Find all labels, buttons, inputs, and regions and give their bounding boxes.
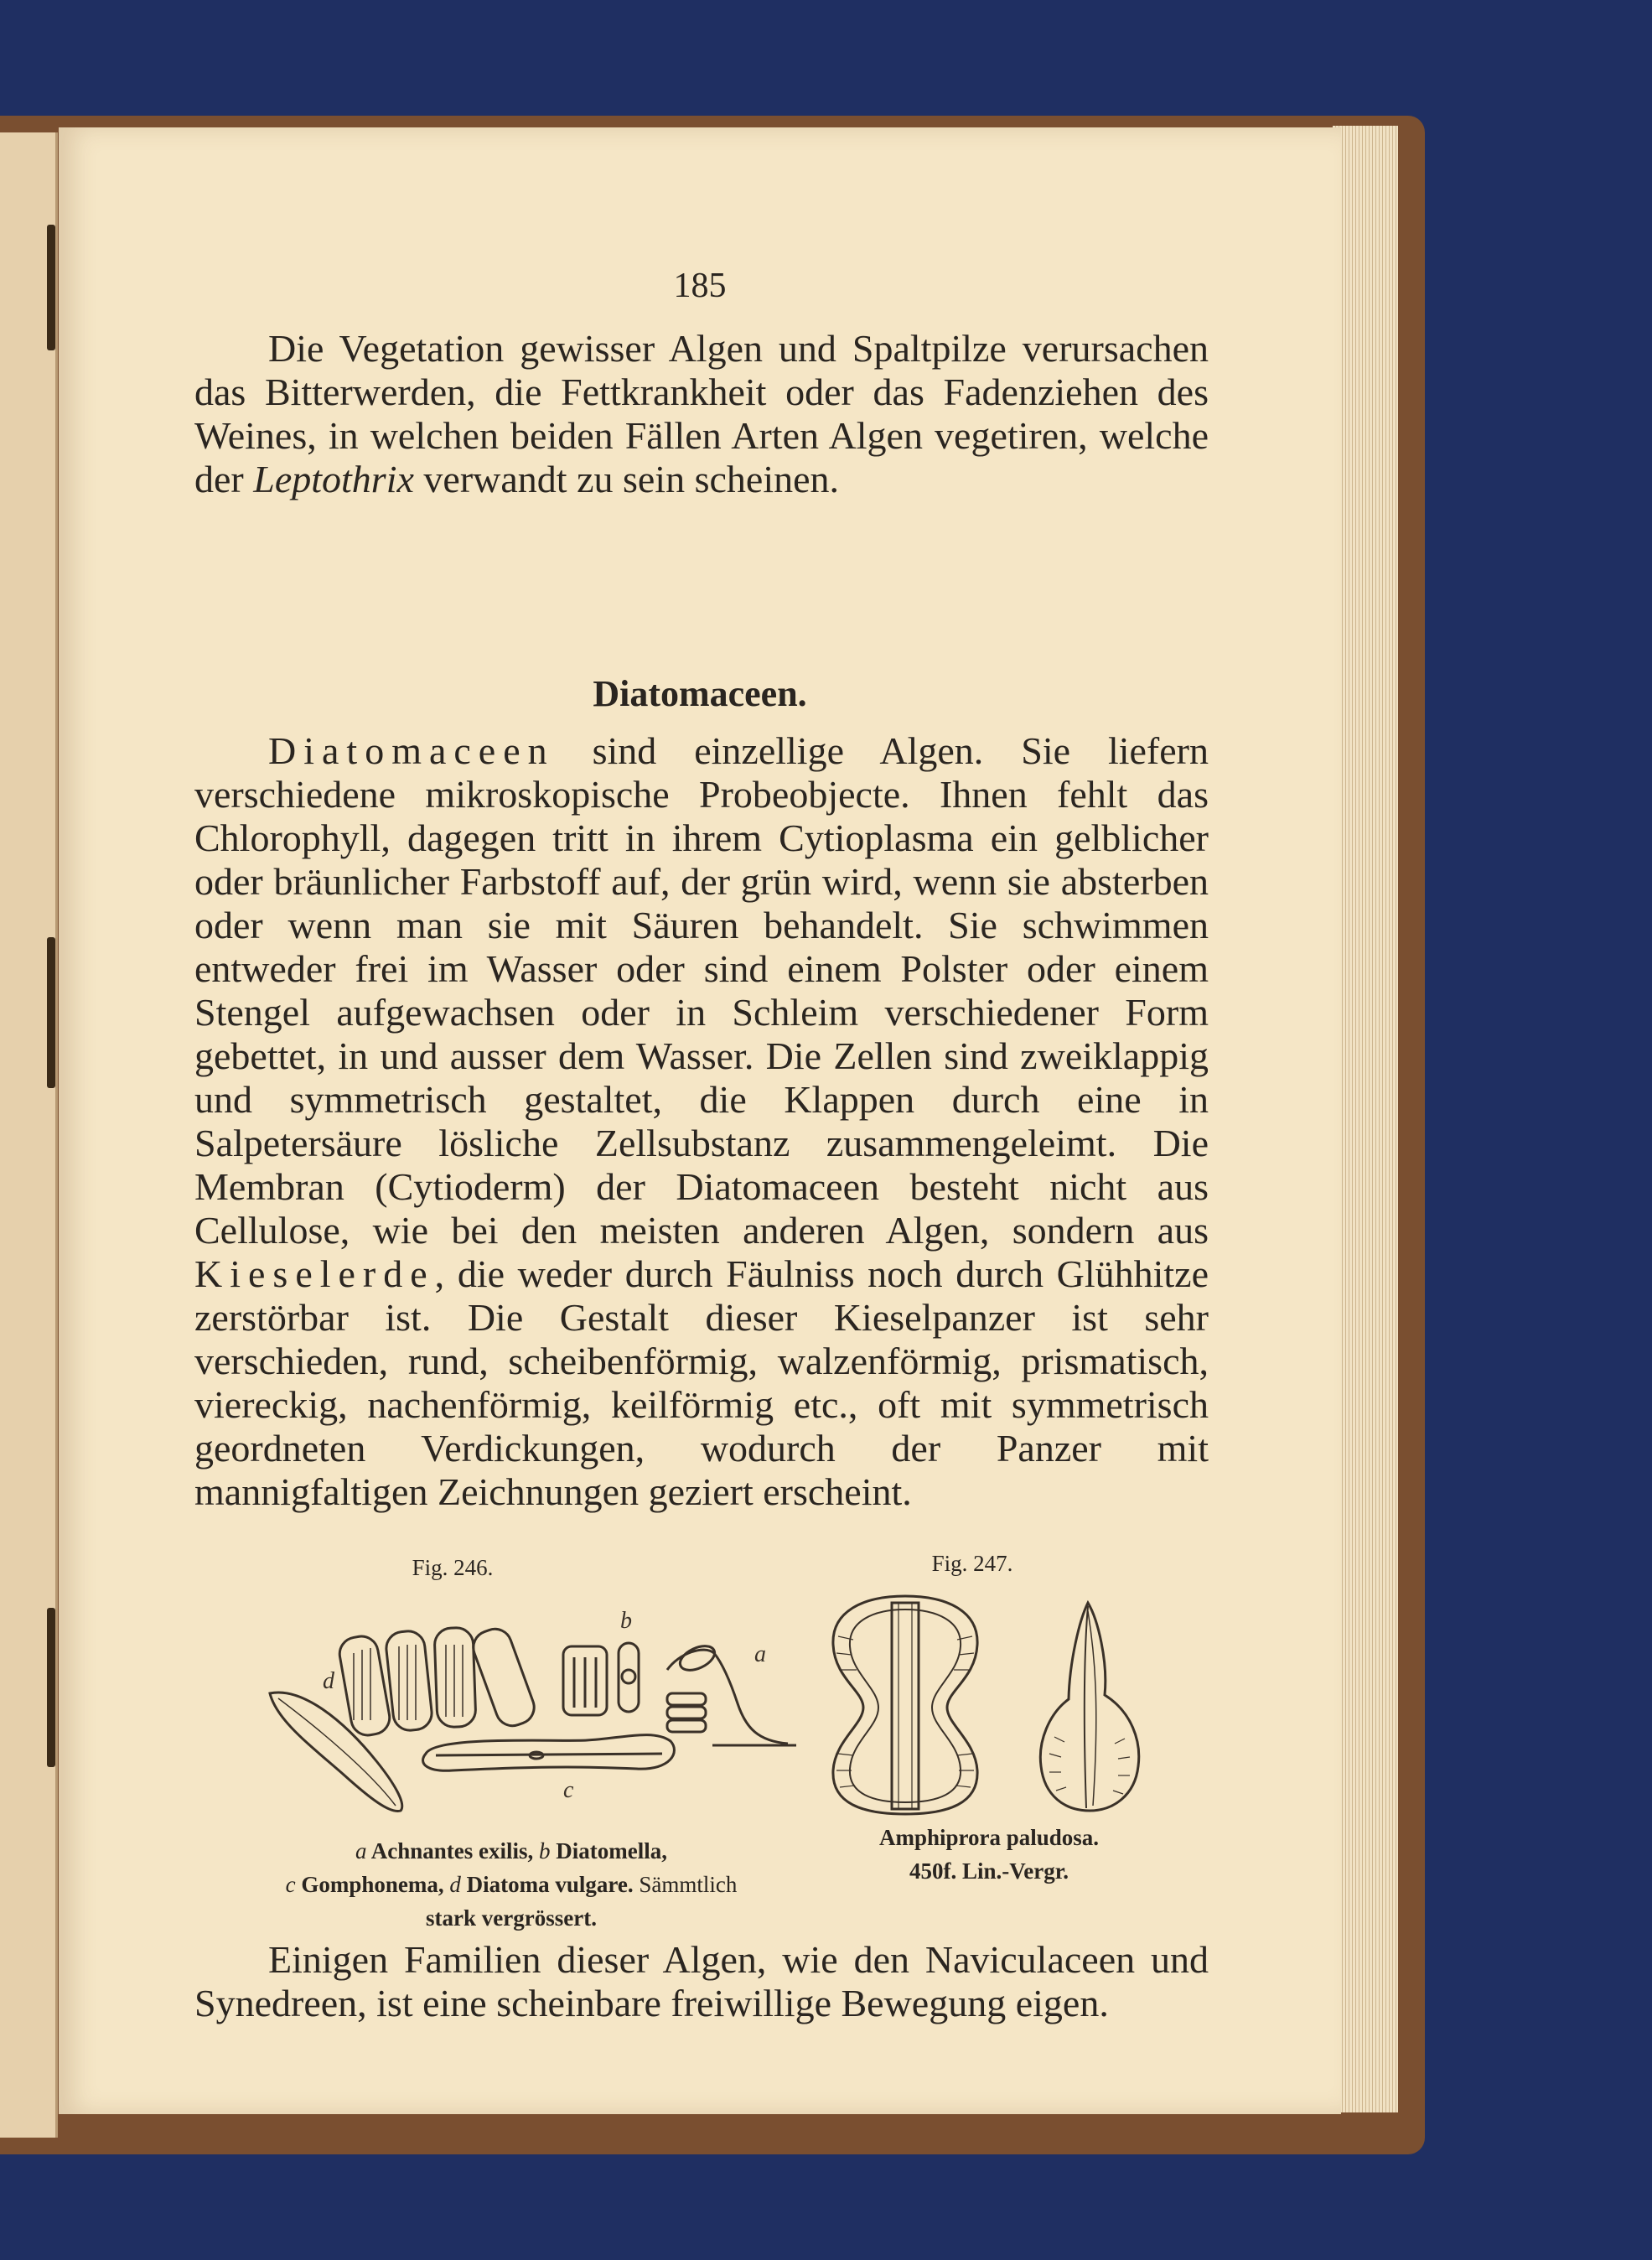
left-page-edge (0, 132, 58, 2138)
italic-leptothrix: Leptothrix (253, 458, 414, 500)
binding-mark (47, 937, 55, 1088)
figure-246-illustration (201, 1594, 805, 1829)
spaced-term-kieselerde: Kieselerde (194, 1252, 435, 1295)
section-heading: Diatomaceen. (593, 673, 807, 714)
diatom-b (563, 1643, 639, 1715)
book-page (59, 127, 1341, 2114)
paragraph-diatomaceen (194, 729, 1209, 1514)
figure-246-title: Fig. 246. (412, 1555, 494, 1580)
binding-mark (47, 225, 55, 350)
figure-246-label-a: a (754, 1641, 766, 1667)
page-stack-edge (1333, 126, 1398, 2112)
paragraph2-end: , die weder durch Fäulniss noch durch Glühhitze zerstörbar ist. Die Gestalt dieser Kieselpanzer ist sehr verschieden, rund, scheibenförmig, walzenförmig, prismatisch, viereckig, nachenförmig, keilförmig etc., oft mit symmetrisch geordneten Verdickungen, wodurch der Panzer mit mannigfaltigen Zeichnungen geziert erscheint. (194, 1252, 1209, 1513)
figure-246-label-b: b (620, 1608, 632, 1634)
diatom-c (423, 1735, 675, 1771)
figure-247-caption: Amphiprora paludosa. 450f. Lin.-Vergr. (878, 1825, 1100, 1884)
paragraph2-text: sind einzellige Algen. Sie liefern verschiedene mikroskopische Probeobjecte. Ihnen fehlt das Chlorophyll, dagegen tritt in ihrem Cytioplasma ein gelblicher oder bräunlicher Farbstoff auf, der grün wird, wenn sie absterben oder wenn man sie mit Säuren behandelt. Sie schwimmen entweder frei im Wasser oder sind einem Polster oder einem Stengel aufgewachsen oder in Schleim verschiedener Form gebettet, in und ausser dem Wasser. Die Zellen sind zweiklappig und symmetrisch gestaltet, die Klappen durch eine in Salpetersäure lösliche Zellsubstanz zusammengeleimt. Die Membran (Cytioderm) der Diatomaceen besteht nicht aus Cellulose, wie bei den meisten anderen Algen, sondern aus (194, 729, 1209, 1252)
paragraph-vegetation (194, 327, 1209, 501)
diatom-chain (337, 1625, 539, 1738)
page-number: 185 (673, 267, 727, 305)
paragraph-bewegung (194, 1938, 1209, 2025)
amphiprora-front-view (833, 1596, 977, 1814)
figure-247-title: Fig. 247. (931, 1551, 1013, 1576)
paragraph3-text: Einigen Familien dieser Algen, wie den Naviculaceen und Synedreen, ist eine scheinbare freiwillige Bewegung eigen. (194, 1938, 1209, 2024)
diatom-a (667, 1641, 796, 1745)
figure-246-label-c: c (563, 1777, 574, 1803)
paragraph1-end: verwandt zu sein scheinen. (413, 458, 840, 500)
figure-247-illustration (813, 1586, 1165, 1829)
figure-246-label-d: d (323, 1668, 334, 1694)
figure-246-caption: a Achnantes exilis, b Diatomella, c Gomphonema, d Diatoma vulgare. Sämmtlich stark vergrössert. (285, 1838, 738, 1931)
amphiprora-side-view (1040, 1603, 1138, 1811)
paragraph1-text: Die Vegetation gewisser Algen und Spaltpilze verursachen das Bitterwerden, die Fettkrankheit oder das Fadenziehen des Weines, in welchen beiden Fällen Arten Algen vegetiren, welche der (194, 327, 1209, 500)
spaced-term-diatomaceen: Diatomaceen (268, 729, 555, 772)
diatom-d (270, 1692, 402, 1812)
binding-mark (47, 1608, 55, 1767)
